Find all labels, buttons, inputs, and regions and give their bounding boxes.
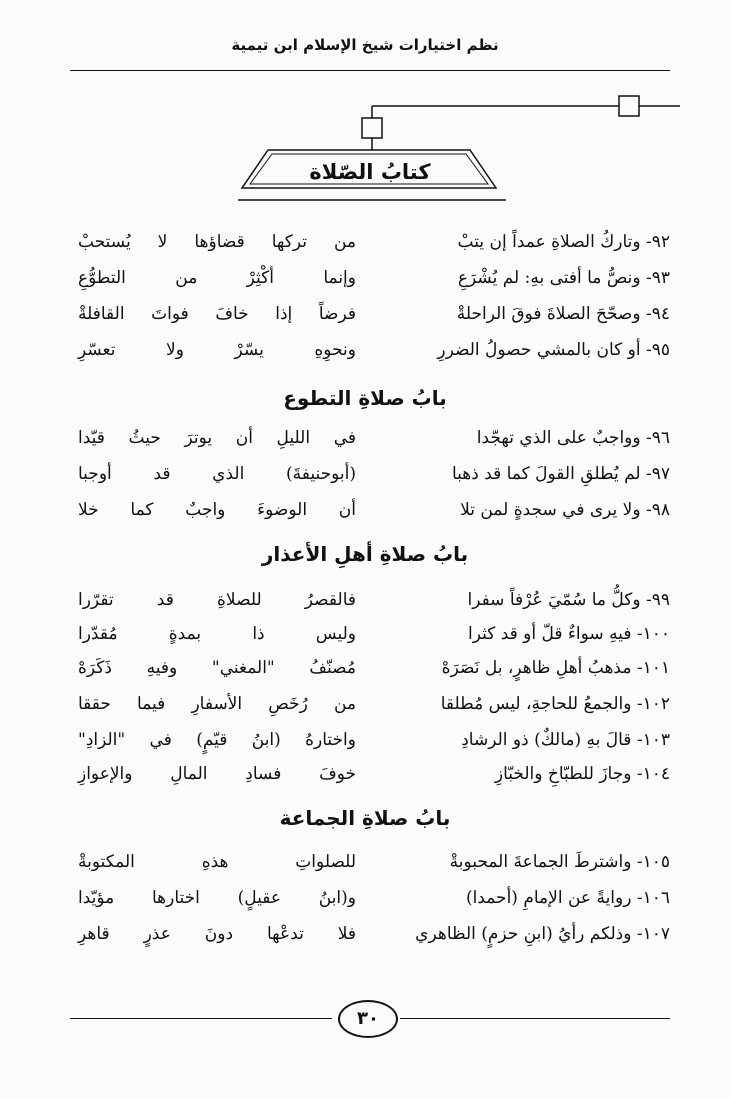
ornament-decoration (230, 88, 680, 208)
verse-94 (78, 304, 670, 330)
verse-96 (78, 428, 670, 454)
verse-first-hemistich: ٩٤- وصحّحَ الصلاةَ فوقَ الراحلةْ (456, 304, 670, 324)
footer-rule-left (70, 1018, 332, 1019)
verse-100 (78, 624, 670, 650)
verse-first-hemistich: ١٠٥- واشترطَ الجماعةَ المحبوبةْ (449, 852, 670, 872)
verse-105 (78, 852, 670, 878)
header-rule (70, 70, 670, 71)
section-title-voluntary-prayer: بابُ صلاةِ التطوع (283, 386, 447, 410)
verse-first-hemistich: ١٠١- مذهبُ أهلِ ظاهرٍ، بل نَصَرَهْ (441, 658, 670, 678)
verse-97 (78, 464, 670, 490)
verse-92 (78, 232, 670, 258)
verse-first-hemistich: ٩٣- ونصُّ ما أفتى بهِ: لم يُشْرَعِ (457, 268, 670, 288)
verse-first-hemistich: ٩٦- وواجبٌ على الذي تهجّدا (476, 428, 670, 448)
verse-104 (78, 764, 670, 790)
verse-first-hemistich: ٩٨- ولا يرى في سجدةٍ لمن تلا (460, 500, 670, 520)
verse-second-hemistich: من تركها قضاؤها لا يُستحبْ (78, 232, 356, 252)
verse-first-hemistich: ١٠٤- وجازَ للطبّاخِ والخبّازِ (494, 764, 670, 784)
verse-second-hemistich: و(ابنُ عقيلٍ) اختارها مؤيّدا (78, 888, 356, 908)
running-header-title: نظم اختيارات شيخ الإسلام ابن تيمية (231, 36, 499, 54)
verse-second-hemistich: فلا تدعْها دونَ عذرٍ قاهرِ (78, 924, 356, 944)
section-title-congregational-prayer: بابُ صلاةِ الجماعة (279, 806, 451, 830)
verse-102 (78, 694, 670, 720)
verse-93 (78, 268, 670, 294)
verse-99 (78, 590, 670, 616)
verse-first-hemistich: ٩٩- وكلُّ ما سُمّيَ عُرْفاً سفرا (467, 590, 670, 610)
verse-second-hemistich: فرضاً إذا خافَ فواتَ القافلةْ (78, 304, 356, 324)
verse-first-hemistich: ١٠٠- فيهِ سواءٌ قلّ أو قد كثرا (468, 624, 670, 644)
verse-second-hemistich: للصلواتِ هذهِ المكتوبةْ (78, 852, 356, 872)
verse-95 (78, 340, 670, 366)
verse-second-hemistich: خوفَ فسادِ المالِ والإعوازِ (78, 764, 356, 784)
verse-101 (78, 658, 670, 684)
verse-first-hemistich: ١٠٦- روايةً عن الإمامِ (أحمدا) (465, 888, 670, 908)
page-number: ٣٠ (338, 1000, 398, 1038)
verse-second-hemistich: من رُخَصِ الأسفارِ فيما حققا (78, 694, 356, 714)
verse-second-hemistich: مُصنّفُ "المغني" وفيهِ ذَكَرَهْ (78, 658, 356, 678)
verse-second-hemistich: أن الوضوءَ واجبٌ كما خلا (78, 500, 356, 520)
verse-second-hemistich: وإنما أكْثِرْ من التطوُّعِ (78, 268, 356, 288)
verse-first-hemistich: ٩٢- وتاركُ الصلاةِ عمداً إن يتبْ (457, 232, 670, 252)
book-title: كتابُ الصّلاة (309, 160, 431, 184)
verse-second-hemistich: وليس ذا بمدةٍ مُقدّرا (78, 624, 356, 644)
verse-first-hemistich: ١٠٣- قالَ بهِ (مالكٌ) ذو الرشادِ (461, 730, 670, 750)
verse-second-hemistich: (أبوحنيفةَ) الذي قد أوجبا (78, 464, 356, 484)
verse-103 (78, 730, 670, 756)
verse-first-hemistich: ٩٥- أو كان بالمشي حصولُ الضررِ (437, 340, 670, 360)
section-title-excused-prayer: بابُ صلاةِ أهلِ الأعذار (261, 542, 469, 566)
verse-first-hemistich: ٩٧- لم يُطلقِ القولَ كما قد ذهبا (451, 464, 670, 484)
verse-first-hemistich: ١٠٧- وذلكم رأيُ (ابنِ حزمٍ) الظاهري (415, 924, 670, 944)
verse-second-hemistich: واختارهُ (ابنُ قيّمٍ) في "الزادِ" (78, 730, 356, 750)
verse-second-hemistich: ونحوِهِ يسّرْ ولا تعسّرِ (78, 340, 356, 360)
verse-107 (78, 924, 670, 950)
verse-106 (78, 888, 670, 914)
footer-rule-right (400, 1018, 670, 1019)
verse-second-hemistich: فالقصرُ للصلاةِ قد تقرّرا (78, 590, 356, 610)
verse-98 (78, 500, 670, 526)
verse-second-hemistich: في الليلِ أن يوترَ حيثُ قيّدا (78, 428, 356, 448)
verse-first-hemistich: ١٠٢- والجمعُ للحاجةِ، ليس مُطلقا (440, 694, 670, 714)
